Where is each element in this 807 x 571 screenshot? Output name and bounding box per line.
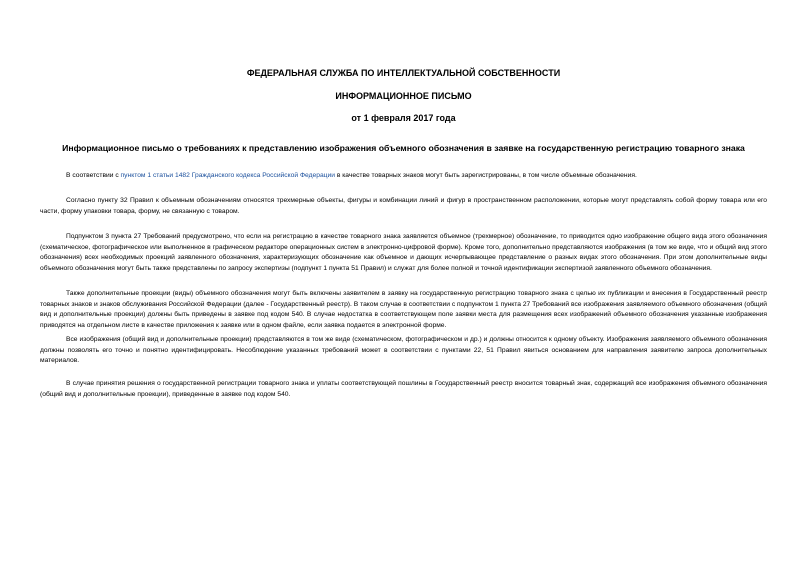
paragraph-4: Также дополнительные проекции (виды) объемного обозначения могут быть включены заявителем в заявку на государственную регистрацию товарного знака с целью их публикации и внесения в Государственный реестр товарных знаков и знаков обслуживания Российской Федерации (далее - Государственный реестр). В таком случае в соответствии с подпунктом 1 пункта 27 Требований все изображения заявляемого объемного обозначения (общий вид и дополнительные проекции) должны быть приведены в заявке под кодом 540. В случае недостатка в соответствующем поле заявки места для размещения всех изображений объемного обозначения указанные изображения приводятся на отдельном листе в качестве приложения к заявке или в одном файле, если заявка подается в электронной форме. — [40, 290, 767, 329]
document-title: Информационное письмо о требованиях к представлению изображения объемного обозначения в заявке на государственную регистрацию товарного знака — [62, 143, 745, 153]
paragraph-6: В случае принятия решения о государственной регистрации товарного знака и уплаты соответствующей пошлины в Государственный реестр вносится товарный знак, содержащий все изображения объемного обозначения (общий вид и дополнительные проекции), приведенные в заявке под кодом 540. — [40, 380, 767, 398]
paragraph-5: Все изображения (общий вид и дополнительные проекции) представляются в том же виде (схематическом, фотографическом и др.) и должны относится к одному объекту. Изображения заявляемого объемного обозначения должны позволять его точно и понятно идентифицировать. Несоблюдение указанных требований может в соответствии с пунктами 22, 51 Правил явиться основанием для направления заявителю запроса дополнительных материалов. — [40, 336, 767, 365]
paragraph-1-text-end: в качестве товарных знаков могут быть зарегистрированы, в том числе объемные обозначения. — [334, 172, 637, 179]
paragraph-2: Согласно пункту 32 Правил к объемным обозначениям относятся трехмерные объекты, фигуры и комбинации линий и фигур в пространственном расположении, которые могут представлять собой форму товара или его части, форму упаковки товара, форму, не связанную с товаром. — [40, 197, 767, 215]
paragraph-3: Подпунктом 3 пункта 27 Требований предусмотрено, что если на регистрацию в качестве товарного знака заявляется объемное (трехмерное) обозначение, то приводится одно изображение общего вида этого обозначения (схематическое, фотографическое или выполненное в графическом редакторе операционных систем в электронно-цифровой форме). Кроме того, дополнительно представляются изображения (в том же виде, что и общий вид этого обозначения) всех необходимых проекций заявленного обозначения, характеризующих обозначение как объемное и дающих исчерпывающее представление о разных видах этого обозначения. При этом дополнительные виды объемного обозначения могут быть также представлены по запросу экспертизы (подпункт 1 пункта 51 Правил) и служат для более полной и точной идентификации экспертизой заявленного объемного обозначения. — [40, 233, 767, 272]
paragraph-1-text-start: В соответствии с — [66, 172, 121, 179]
organization-heading: ФЕДЕРАЛЬНАЯ СЛУЖБА ПО ИНТЕЛЛЕКТУАЛЬНОЙ СОБСТВЕННОСТИ — [246, 68, 561, 78]
paragraph-1 — [40, 171, 767, 182]
civil-code-link[interactable]: пунктом 1 статьи 1482 Гражданского кодекса Российской Федерации — [120, 172, 335, 179]
document-type-heading: ИНФОРМАЦИОННОЕ ПИСЬМО — [335, 91, 472, 101]
document-date: от 1 февраля 2017 года — [351, 113, 456, 123]
